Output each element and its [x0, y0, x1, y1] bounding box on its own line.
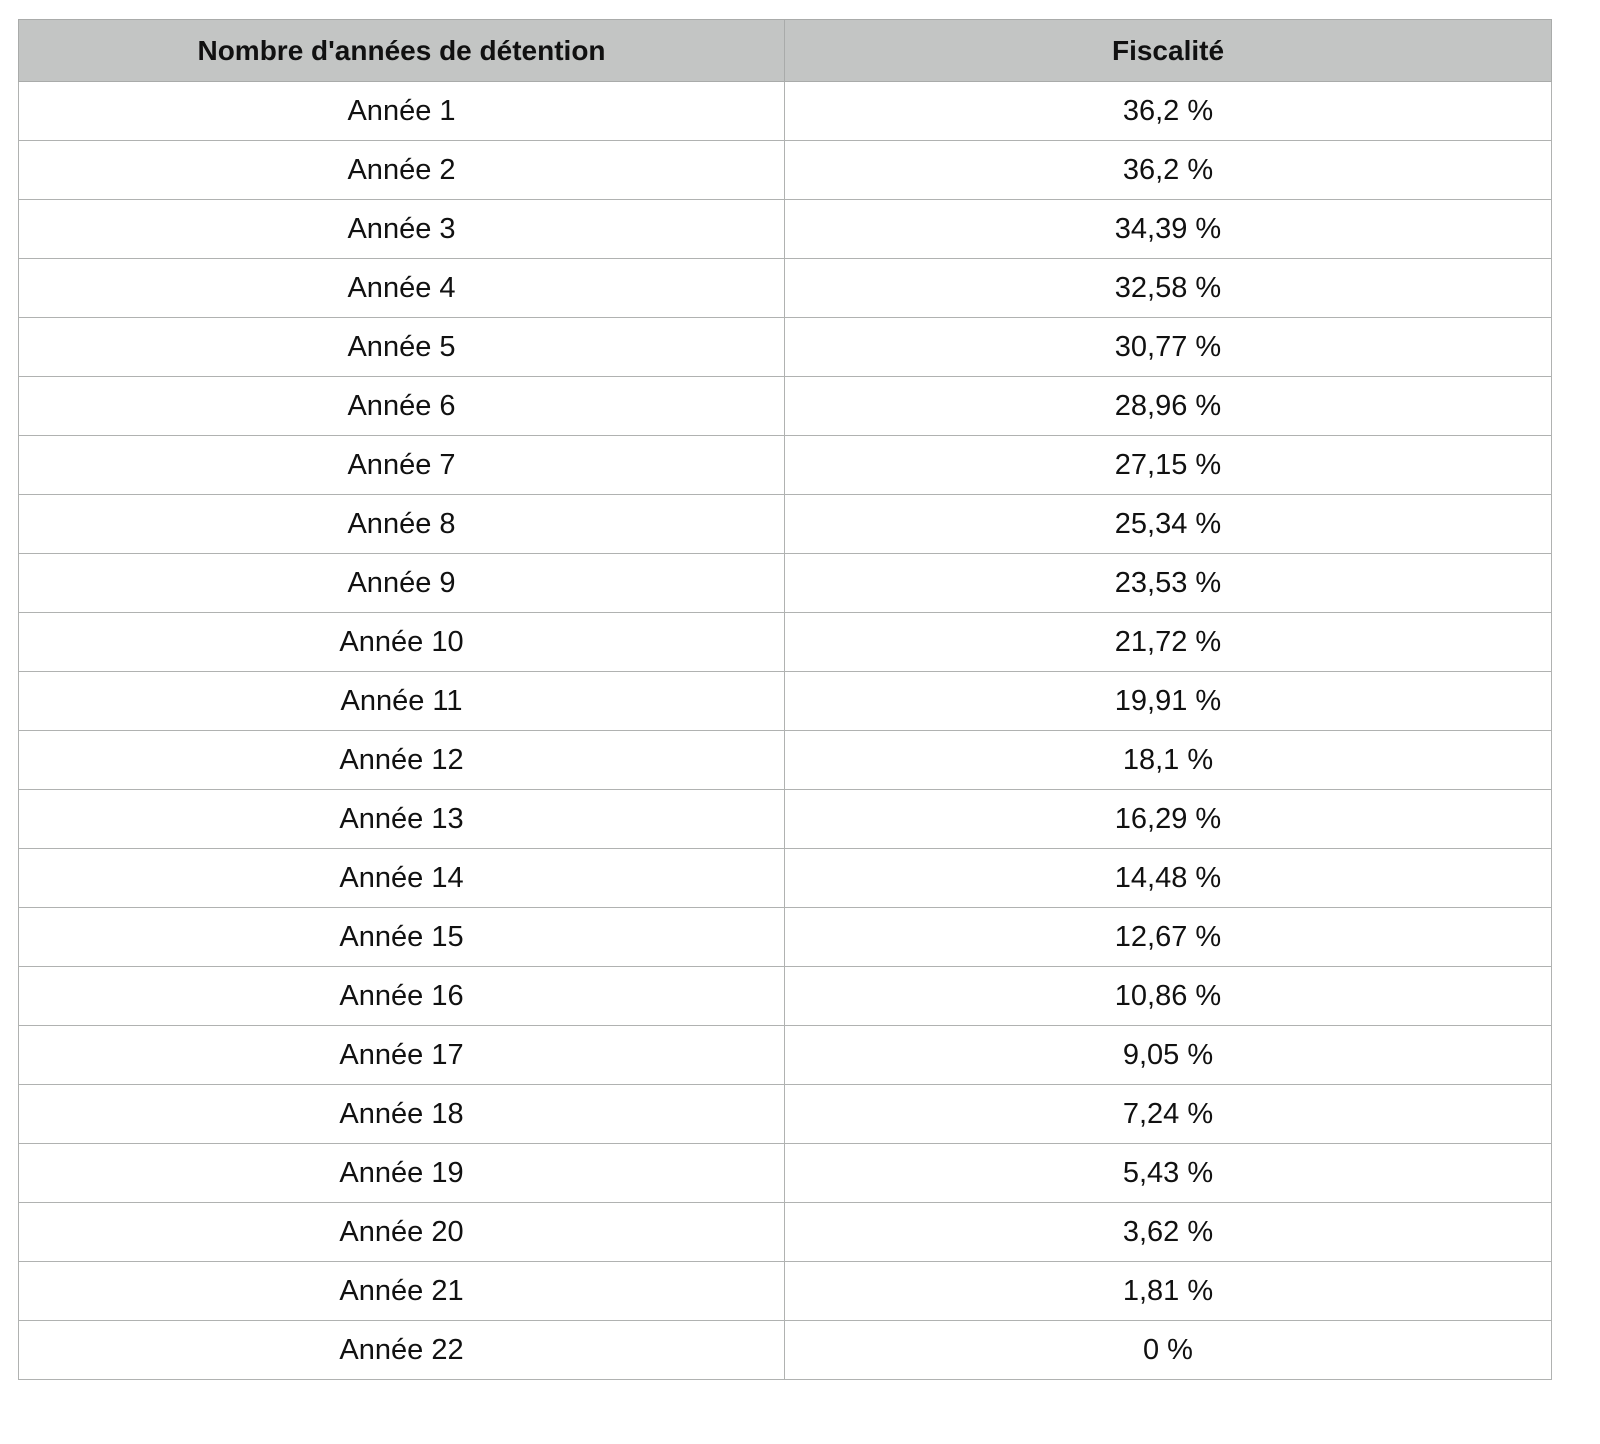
cell-year: Année 12: [19, 731, 785, 790]
table-row: [19, 1026, 1552, 1085]
table-row: [19, 1144, 1552, 1203]
table-row: [19, 495, 1552, 554]
cell-year: Année 14: [19, 849, 785, 908]
cell-tax-rate: 14,48 %: [785, 849, 1552, 908]
table-header: [19, 20, 1552, 82]
table-row: [19, 1262, 1552, 1321]
cell-year: Année 21: [19, 1262, 785, 1321]
cell-year: Année 6: [19, 377, 785, 436]
cell-year: Année 17: [19, 1026, 785, 1085]
table-row: [19, 377, 1552, 436]
cell-year: Année 2: [19, 141, 785, 200]
cell-year: Année 15: [19, 908, 785, 967]
table-row: [19, 1085, 1552, 1144]
cell-tax-rate: 21,72 %: [785, 613, 1552, 672]
table-row: [19, 908, 1552, 967]
cell-tax-rate: 0 %: [785, 1321, 1552, 1380]
cell-tax-rate: 1,81 %: [785, 1262, 1552, 1321]
column-header-years: Nombre d'années de détention: [19, 20, 785, 82]
cell-tax-rate: 18,1 %: [785, 731, 1552, 790]
cell-tax-rate: 19,91 %: [785, 672, 1552, 731]
cell-tax-rate: 27,15 %: [785, 436, 1552, 495]
table-row: [19, 318, 1552, 377]
cell-year: Année 22: [19, 1321, 785, 1380]
cell-tax-rate: 3,62 %: [785, 1203, 1552, 1262]
cell-year: Année 19: [19, 1144, 785, 1203]
cell-year: Année 4: [19, 259, 785, 318]
table-row: [19, 200, 1552, 259]
cell-tax-rate: 23,53 %: [785, 554, 1552, 613]
column-header-tax: Fiscalité: [785, 20, 1552, 82]
cell-tax-rate: 5,43 %: [785, 1144, 1552, 1203]
cell-year: Année 1: [19, 82, 785, 141]
cell-year: Année 9: [19, 554, 785, 613]
cell-year: Année 5: [19, 318, 785, 377]
cell-year: Année 16: [19, 967, 785, 1026]
table-row: [19, 1321, 1552, 1380]
cell-tax-rate: 9,05 %: [785, 1026, 1552, 1085]
cell-year: Année 10: [19, 613, 785, 672]
table-row: [19, 1203, 1552, 1262]
cell-tax-rate: 30,77 %: [785, 318, 1552, 377]
cell-year: Année 20: [19, 1203, 785, 1262]
cell-tax-rate: 34,39 %: [785, 200, 1552, 259]
cell-year: Année 8: [19, 495, 785, 554]
header-row: [19, 20, 1552, 82]
cell-tax-rate: 25,34 %: [785, 495, 1552, 554]
table-row: [19, 613, 1552, 672]
cell-tax-rate: 12,67 %: [785, 908, 1552, 967]
cell-tax-rate: 28,96 %: [785, 377, 1552, 436]
table-row: [19, 967, 1552, 1026]
table-row: [19, 82, 1552, 141]
cell-year: Année 3: [19, 200, 785, 259]
cell-tax-rate: 36,2 %: [785, 82, 1552, 141]
fiscal-table: [18, 19, 1552, 1380]
table-row: [19, 790, 1552, 849]
table-row: [19, 436, 1552, 495]
cell-tax-rate: 36,2 %: [785, 141, 1552, 200]
cell-year: Année 7: [19, 436, 785, 495]
cell-tax-rate: 32,58 %: [785, 259, 1552, 318]
table-row: [19, 672, 1552, 731]
table-row: [19, 141, 1552, 200]
cell-year: Année 18: [19, 1085, 785, 1144]
table-row: [19, 849, 1552, 908]
table-row: [19, 259, 1552, 318]
cell-year: Année 13: [19, 790, 785, 849]
table-body: [19, 82, 1552, 1380]
cell-tax-rate: 7,24 %: [785, 1085, 1552, 1144]
table-row: [19, 731, 1552, 790]
cell-tax-rate: 16,29 %: [785, 790, 1552, 849]
table-row: [19, 554, 1552, 613]
cell-tax-rate: 10,86 %: [785, 967, 1552, 1026]
cell-year: Année 11: [19, 672, 785, 731]
